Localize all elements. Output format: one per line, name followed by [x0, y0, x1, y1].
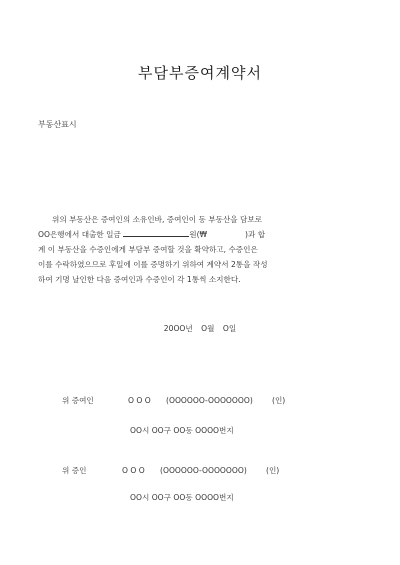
donee-label: 위 증인 — [62, 466, 87, 475]
donee-address: OO시 OO구 OO동 OOOO번지 — [130, 493, 234, 502]
body-line-4: 이를 수락하였으므로 후일에 이를 증명하기 위하여 계약서 2통을 작성 — [38, 260, 268, 269]
donee-seal: (인) — [266, 466, 280, 475]
donor-line — [62, 395, 285, 406]
donor-id: (OOOOOO-OOOOOOO) — [166, 396, 253, 405]
contract-body — [38, 212, 362, 287]
donee-name: O O O — [122, 466, 145, 475]
donee-line — [62, 465, 279, 476]
document-title: 부담부증여계약서 — [138, 64, 262, 82]
amount-blank — [123, 229, 189, 237]
donor-address: OO시 OO구 OO동 OOOO번지 — [130, 426, 234, 435]
body-line-2: OO은행에서 대출한 일금 원(₩ )과 합 — [38, 230, 266, 239]
donor-label: 위 증여인 — [62, 396, 94, 405]
body-line-5: 하여 기명 날인한 다음 증여인과 수증인이 각 1통씩 소지한다. — [38, 275, 241, 284]
property-section-label: 부동산표시 — [38, 120, 77, 129]
donee-id: (OOOOOO-OOOOOOO) — [160, 466, 247, 475]
donor-name: O O O — [128, 396, 151, 405]
donor-seal: (인) — [272, 396, 286, 405]
body-line-3: 계 이 부동산을 수증인에게 부담부 증여할 것을 확약하고, 수증인은 — [38, 245, 258, 254]
body-line-1: 위의 부동산은 증여인의 소유인바, 증여인이 동 부동산을 담보로 — [52, 215, 263, 224]
contract-date: 20OO년 O월 O일 — [163, 324, 237, 333]
